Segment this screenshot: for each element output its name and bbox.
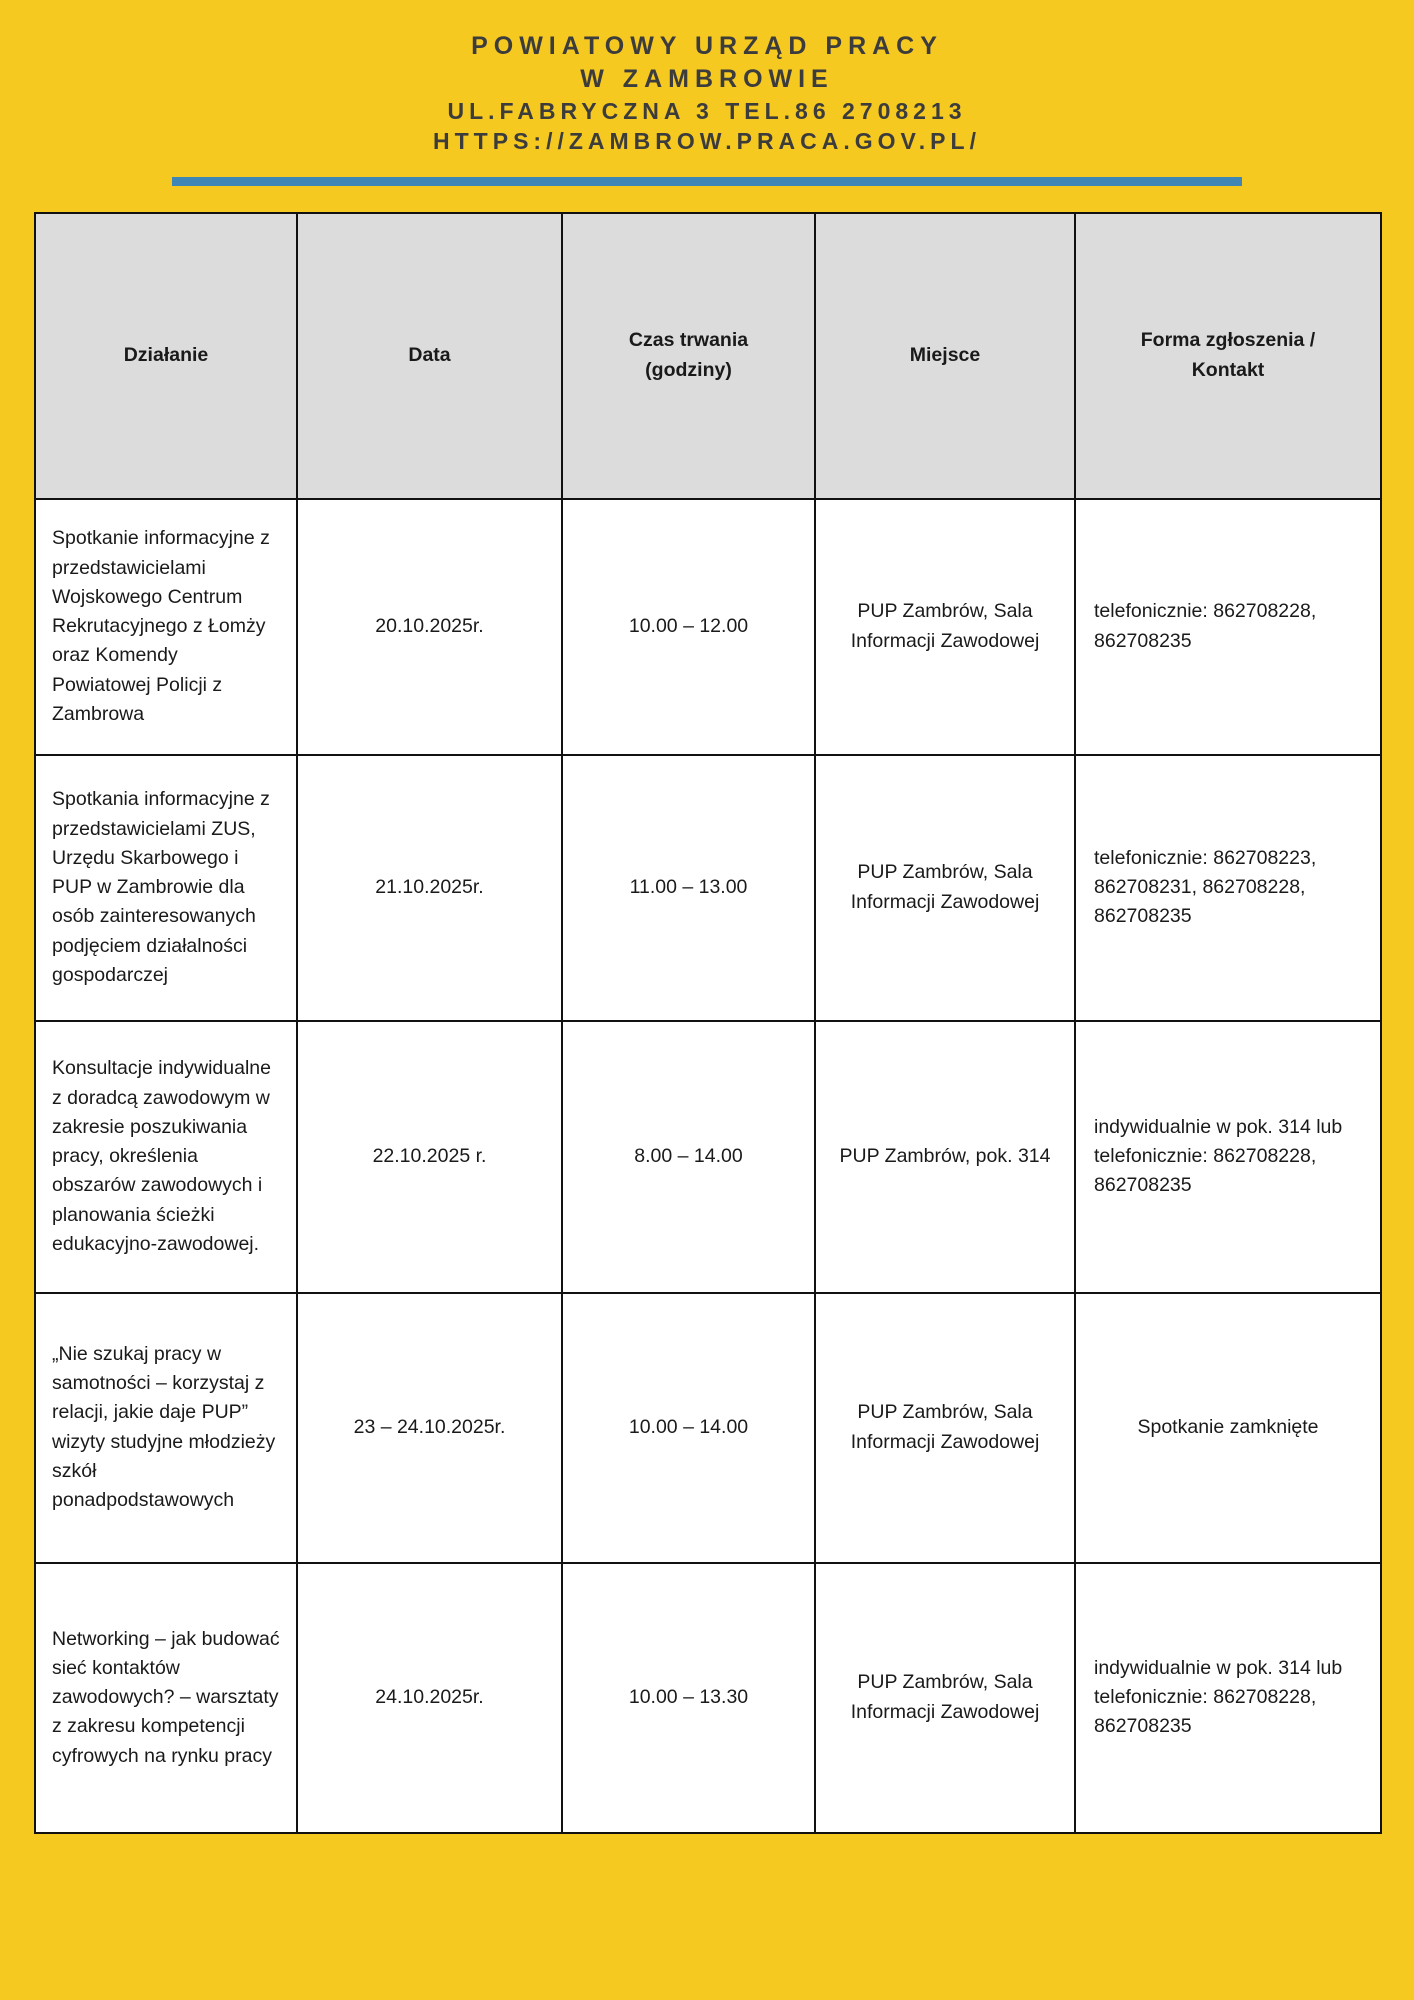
cell-duration: 10.00 – 13.30 <box>562 1563 815 1833</box>
column-header-activity: Działanie <box>35 213 297 499</box>
table-row <box>35 499 1381 755</box>
table-row <box>35 755 1381 1021</box>
table-head <box>35 213 1381 499</box>
column-header-duration <box>562 213 815 499</box>
office-website-line: HTTPS://ZAMBROW.PRACA.GOV.PL/ <box>433 128 981 155</box>
table-body <box>35 499 1381 1833</box>
poster-header <box>0 0 1414 157</box>
cell-contact: telefonicznie: 862708223, 862708231, 862708228, 862708235 <box>1075 755 1381 1021</box>
cell-contact: telefonicznie: 862708228, 862708235 <box>1075 499 1381 755</box>
office-name-line-1: POWIATOWY URZĄD PRACY <box>471 32 943 60</box>
header-divider <box>172 177 1242 186</box>
cell-contact: Spotkanie zamknięte <box>1075 1293 1381 1563</box>
cell-contact: indywidualnie w pok. 314 lub telefonicznie: 862708228, 862708235 <box>1075 1021 1381 1293</box>
header-divider-wrap <box>0 177 1414 186</box>
cell-activity: Spotkanie informacyjne z przedstawicielami Wojskowego Centrum Rekrutacyjnego z Łomży oraz Komendy Powiatowej Policji z Zambrowa <box>35 499 297 755</box>
cell-contact: indywidualnie w pok. 314 lub telefonicznie: 862708228, 862708235 <box>1075 1563 1381 1833</box>
schedule-table <box>34 212 1382 1834</box>
cell-place: PUP Zambrów, Sala Informacji Zawodowej <box>815 755 1075 1021</box>
cell-duration: 11.00 – 13.00 <box>562 755 815 1021</box>
cell-date: 21.10.2025r. <box>297 755 562 1021</box>
column-header-duration-line-2: (godziny) <box>645 358 732 381</box>
cell-date: 24.10.2025r. <box>297 1563 562 1833</box>
cell-duration: 8.00 – 14.00 <box>562 1021 815 1293</box>
cell-activity: Spotkania informacyjne z przedstawicielami ZUS, Urzędu Skarbowego i PUP w Zambrowie dla osób zainteresowanych podjęciem działalności gospodarczej <box>35 755 297 1021</box>
cell-activity: „Nie szukaj pracy w samotności – korzystaj z relacji, jakie daje PUP” wizyty studyjne młodzieży szkół ponadpodstawowych <box>35 1293 297 1563</box>
cell-place: PUP Zambrów, Sala Informacji Zawodowej <box>815 499 1075 755</box>
cell-duration: 10.00 – 14.00 <box>562 1293 815 1563</box>
cell-duration: 10.00 – 12.00 <box>562 499 815 755</box>
cell-activity: Networking – jak budować sieć kontaktów zawodowych? – warsztaty z zakresu kompetencji cyfrowych na rynku pracy <box>35 1563 297 1833</box>
column-header-place: Miejsce <box>815 213 1075 499</box>
cell-date: 20.10.2025r. <box>297 499 562 755</box>
office-name-line-2: W ZAMBROWIE <box>580 65 834 93</box>
column-header-duration-line-1: Czas trwania <box>628 329 749 352</box>
column-header-contact <box>1075 213 1381 499</box>
cell-place: PUP Zambrów, pok. 314 <box>815 1021 1075 1293</box>
cell-date: 22.10.2025 r. <box>297 1021 562 1293</box>
table-row <box>35 1563 1381 1833</box>
table-row <box>35 1021 1381 1293</box>
table-header-row <box>35 213 1381 499</box>
cell-place: PUP Zambrów, Sala Informacji Zawodowej <box>815 1563 1075 1833</box>
cell-date: 23 – 24.10.2025r. <box>297 1293 562 1563</box>
column-header-contact-line-2: Kontakt <box>1191 358 1265 381</box>
table-row <box>35 1293 1381 1563</box>
cell-activity: Konsultacje indywidualne z doradcą zawodowym w zakresie poszukiwania pracy, określenia obszarów zawodowych i planowania ścieżki edukacyjno-zawodowej. <box>35 1021 297 1293</box>
schedule-table-wrap <box>34 212 1380 1834</box>
column-header-date: Data <box>297 213 562 499</box>
office-address-line: UL.FABRYCZNA 3 TEL.86 2708213 <box>447 98 967 124</box>
cell-place: PUP Zambrów, Sala Informacji Zawodowej <box>815 1293 1075 1563</box>
column-header-contact-line-1: Forma zgłoszenia / <box>1140 329 1316 352</box>
